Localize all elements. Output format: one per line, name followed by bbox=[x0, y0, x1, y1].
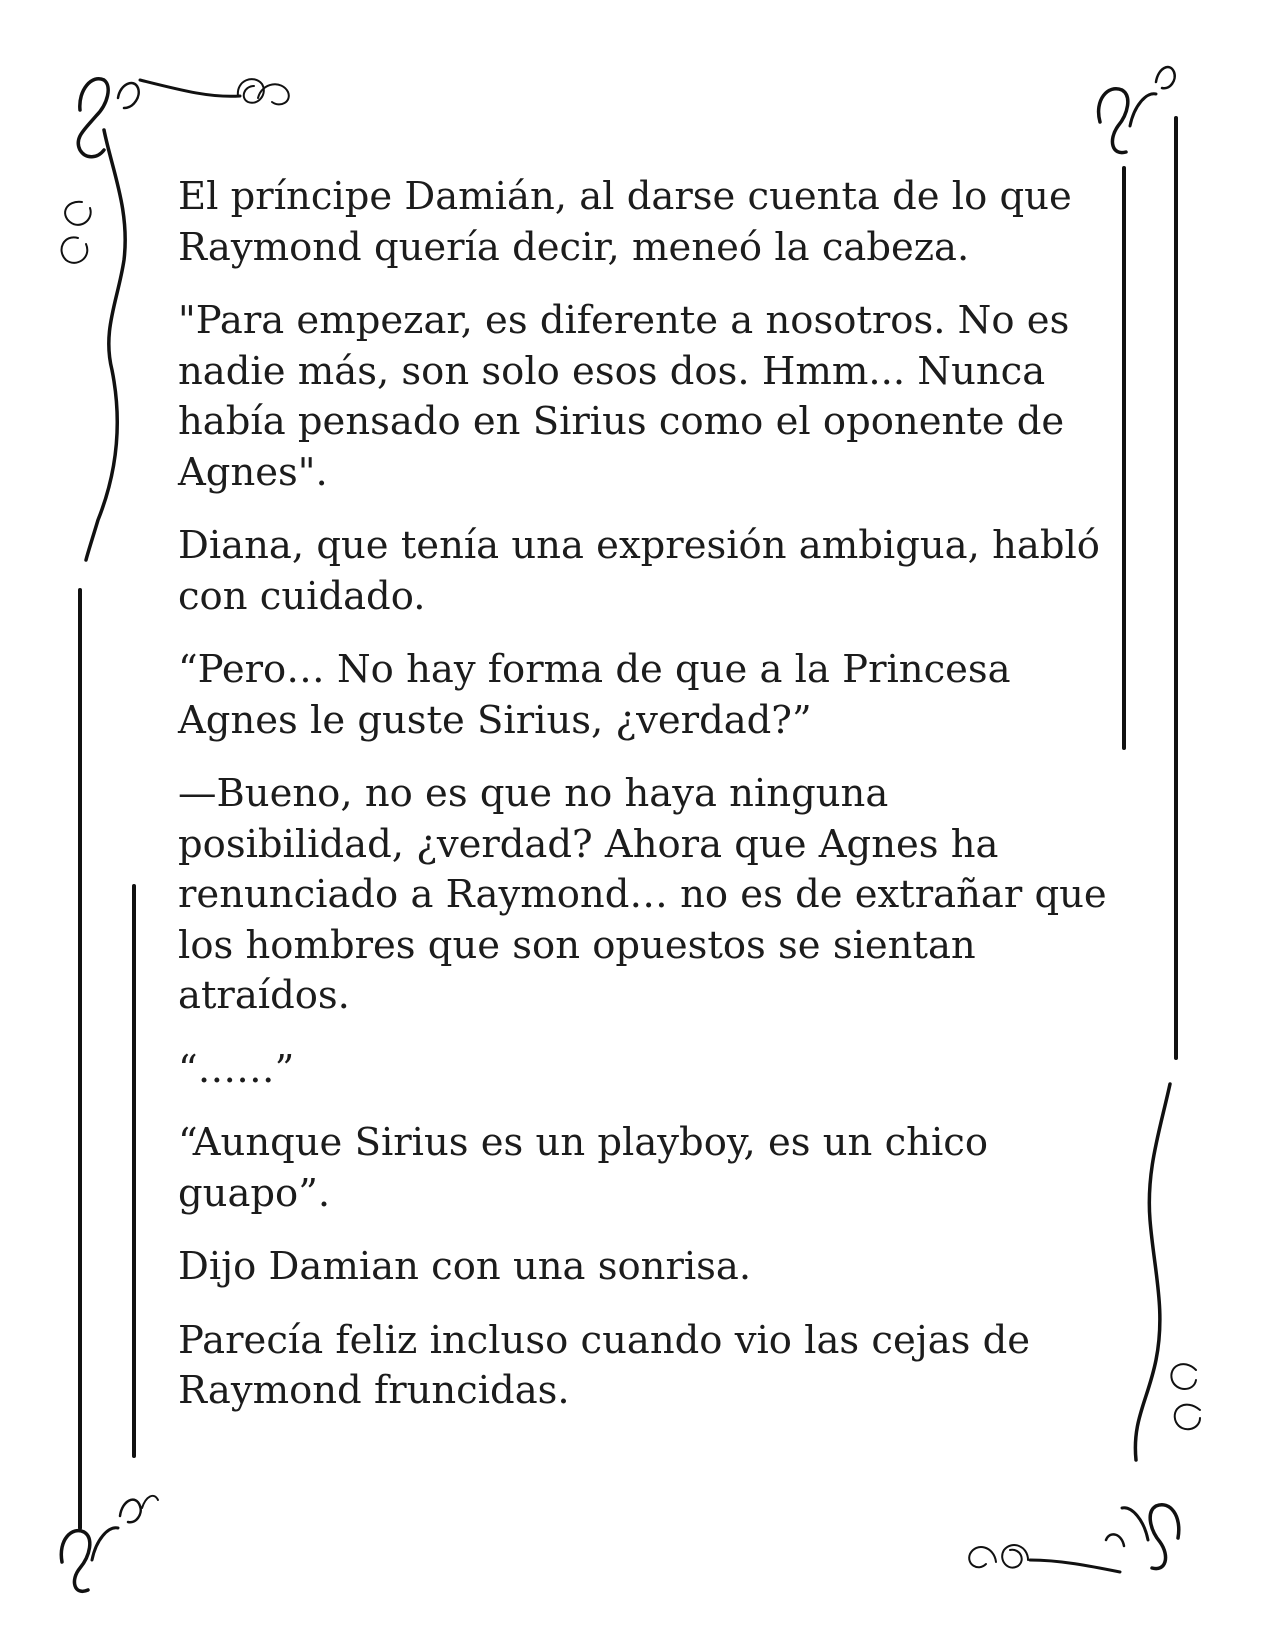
paragraph-7: “Aunque Sirius es un playboy, es un chico guapo”. bbox=[178, 1120, 989, 1216]
bottom-left-flourish bbox=[61, 1496, 158, 1591]
document-body bbox=[178, 172, 1118, 1440]
paragraph-2: "Para empezar, es diferente a nosotros. No es nadie más, son solo esos dos. Hmm... Nunca había pensado en Sirius como el oponente de Agnes". bbox=[178, 298, 1070, 495]
paragraph-8: Dijo Damian con una sonrisa. bbox=[178, 1244, 752, 1289]
paragraph-6: “……” bbox=[178, 1046, 295, 1092]
paragraph-5: —Bueno, no es que no haya ninguna posibilidad, ¿verdad? Ahora que Agnes ha renunciado a Raymond… no es de extrañar que los hombres que son opuestos se sientan atraídos. bbox=[178, 771, 1107, 1018]
paragraph-1: El príncipe Damián, al darse cuenta de lo que Raymond quería decir, meneó la cabeza. bbox=[178, 174, 1072, 270]
paragraph-9: Parecía feliz incluso cuando vio las cejas de Raymond fruncidas. bbox=[178, 1317, 1031, 1413]
paragraph-4: “Pero… No hay forma de que a la Princesa Agnes le guste Sirius, ¿verdad?” bbox=[178, 647, 1011, 743]
top-right-flourish bbox=[1099, 67, 1175, 153]
paragraph-3: Diana, que tenía una expresión ambigua, habló con cuidado. bbox=[178, 523, 1100, 619]
